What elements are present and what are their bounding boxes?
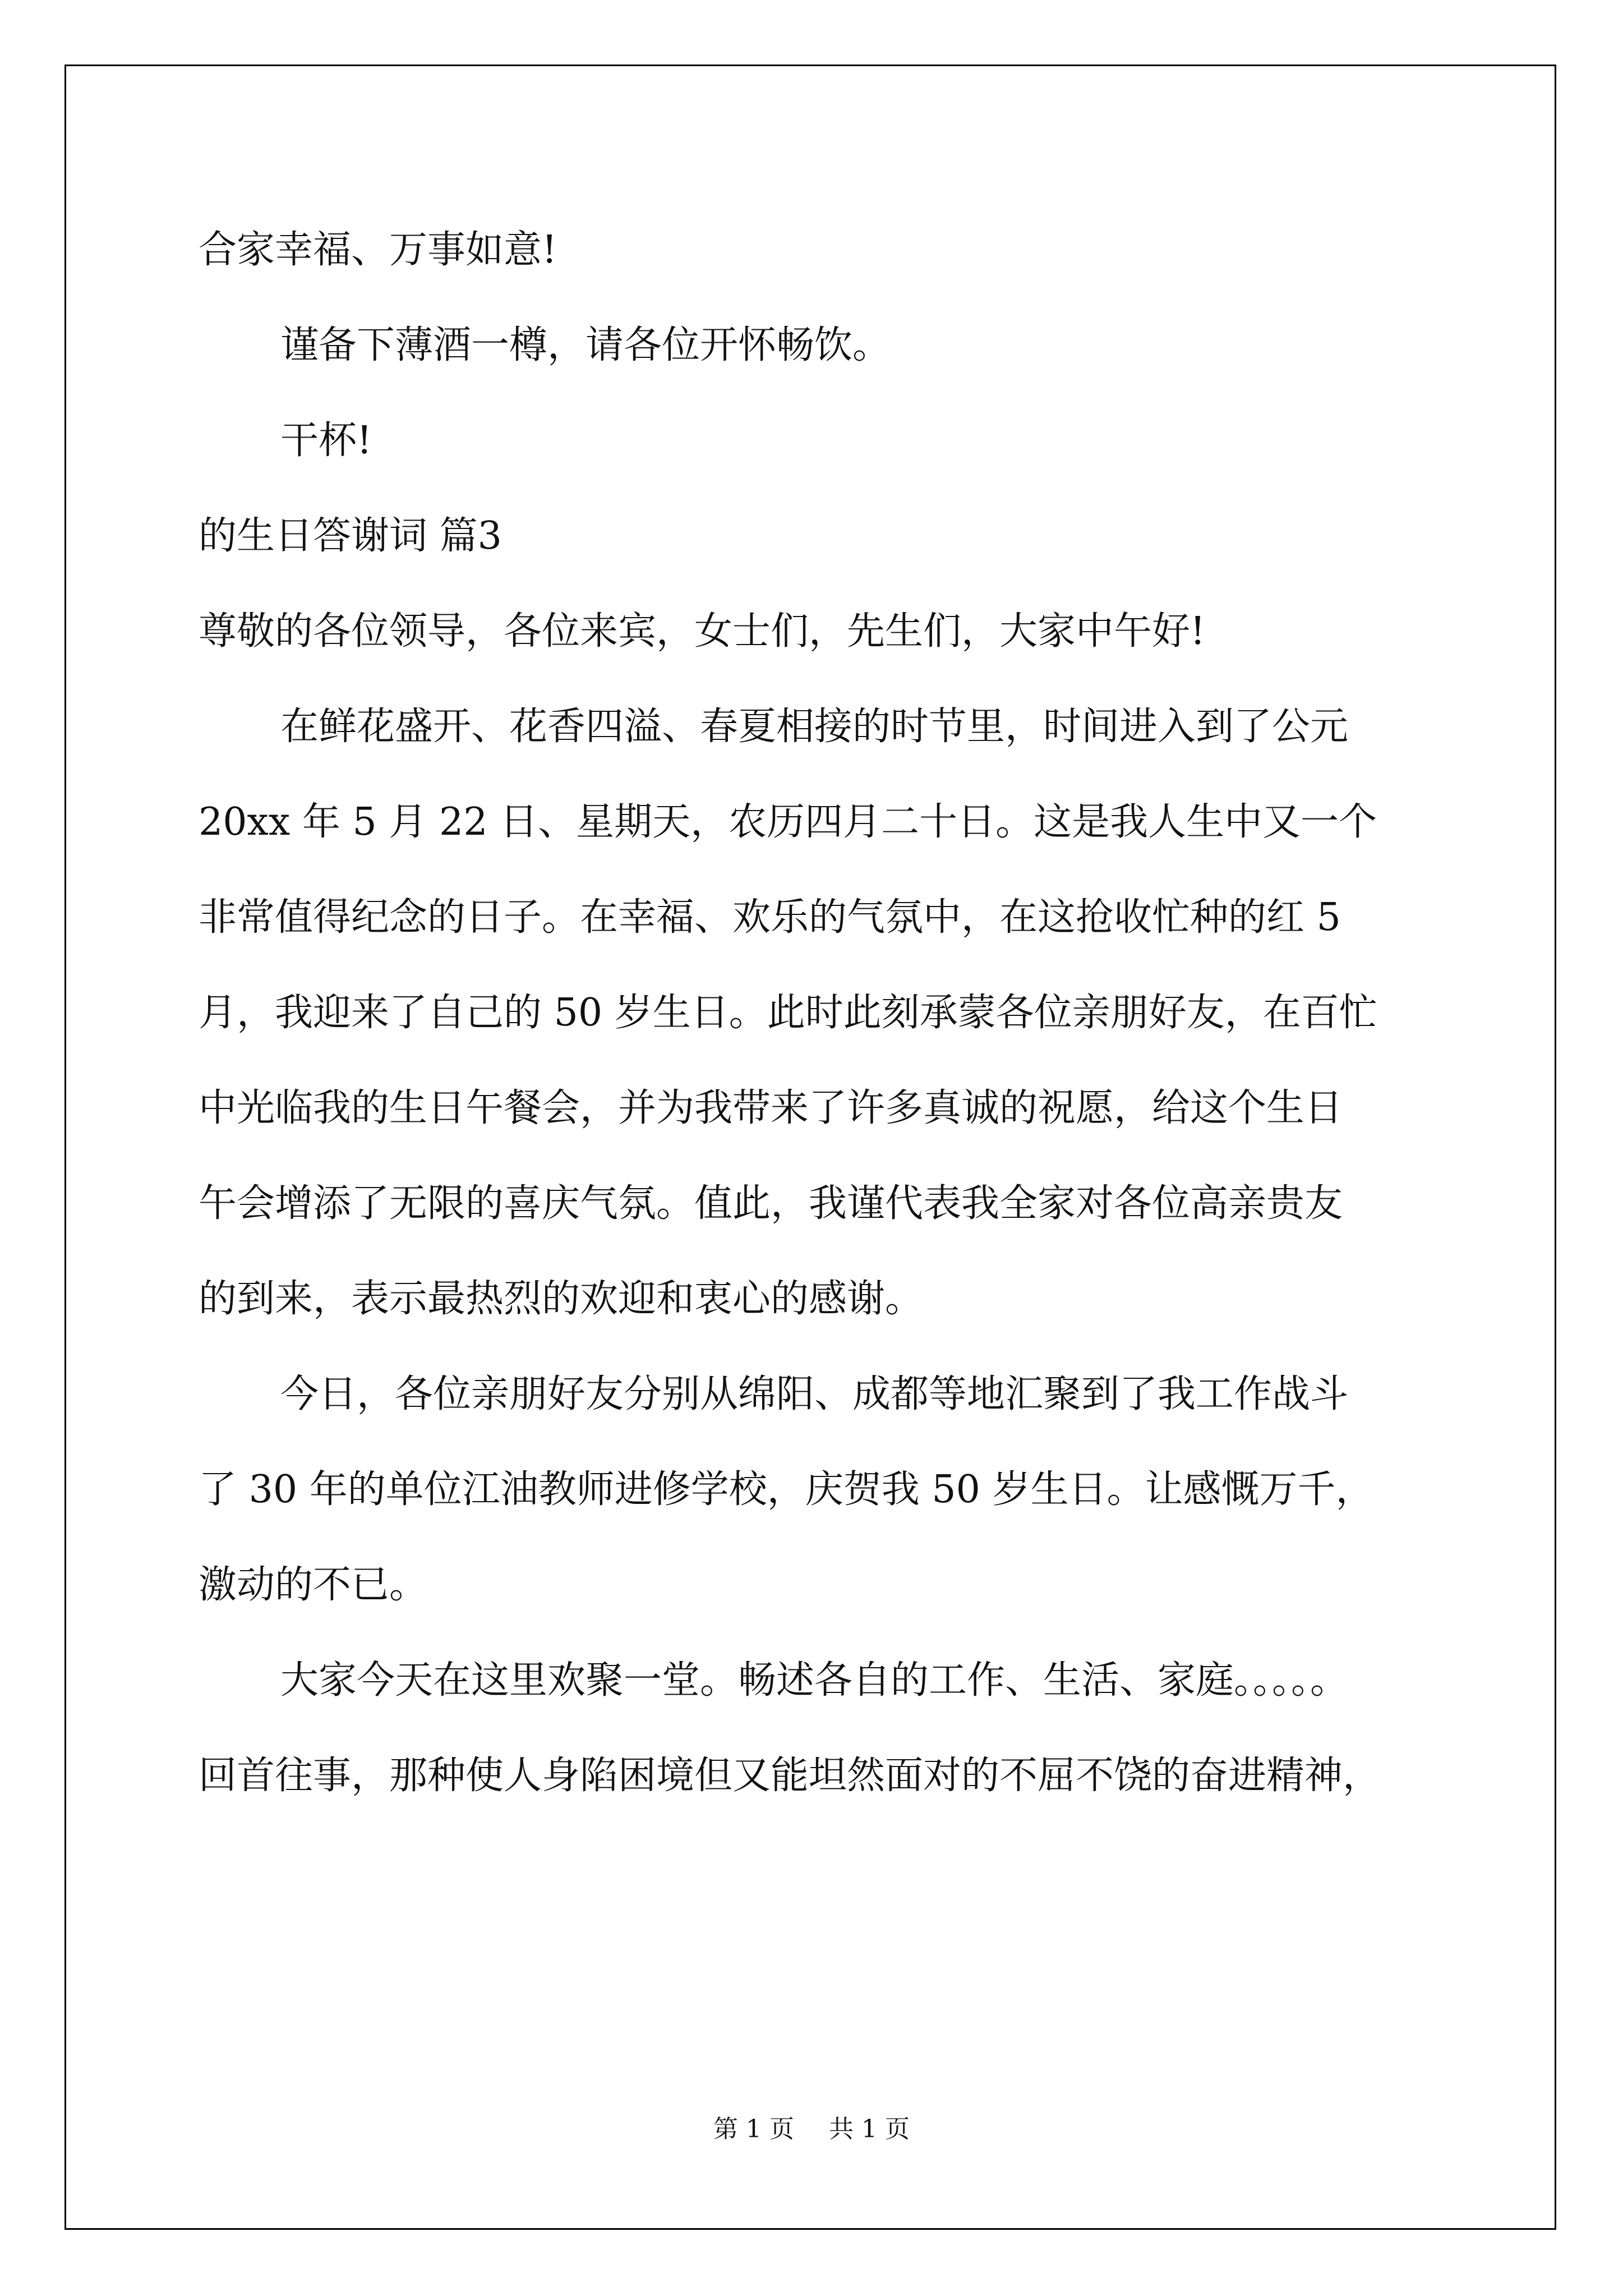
body-line: 非常值得纪念的日子。在幸福、欢乐的气氛中，在这抢收忙种的红 5 [199, 895, 1341, 940]
body-line: 回首往事，那种使人身陷困境但又能坦然面对的不屈不饶的奋进精神， [199, 1754, 1381, 1798]
page-number: 第 1 页 [713, 2115, 794, 2143]
body-line: 干杯! [280, 418, 372, 463]
page-total: 共 1 页 [829, 2115, 910, 2143]
body-line: 今日，各位亲朋好友分别从绵阳、成都等地汇聚到了我工作战斗 [280, 1372, 1349, 1416]
page-footer [0, 2113, 1623, 2146]
body-line: 在鲜花盛开、花香四溢、春夏相接的时节里，时间进入到了公元 [280, 705, 1349, 749]
body-line: 的到来，表示最热烈的欢迎和衷心的感谢。 [199, 1277, 924, 1321]
body-line: 午会增添了无限的喜庆气氛。值此，我谨代表我全家对各位高亲贵友 [199, 1181, 1343, 1226]
body-line: 月，我迎来了自己的 50 岁生日。此时此刻承蒙各位亲朋好友，在百忙 [199, 991, 1377, 1035]
body-line: 20xx 年 5 月 22 日、星期天，农历四月二十日。这是我人生中又一个 [199, 800, 1377, 844]
page-border [64, 65, 1556, 2230]
body-line: 中光临我的生日午餐会，并为我带来了许多真诚的祝愿，给这个生日 [199, 1086, 1343, 1130]
body-line: 尊敬的各位领导，各位来宾，女士们，先生们，大家中午好! [199, 609, 1206, 654]
body-line: 合家幸福、万事如意! [199, 228, 557, 272]
section-heading: 的生日答谢词 篇3 [199, 514, 502, 558]
body-line: 大家今天在这里欢聚一堂。畅述各自的工作、生活、家庭。。。。。 [280, 1658, 1349, 1703]
body-line: 了 30 年的单位江油教师进修学校，庆贺我 50 岁生日。让感慨万千， [199, 1467, 1374, 1512]
body-line: 谨备下薄酒一樽，请各位开怀畅饮。 [280, 323, 891, 367]
body-line: 激动的不已。 [199, 1563, 428, 1607]
